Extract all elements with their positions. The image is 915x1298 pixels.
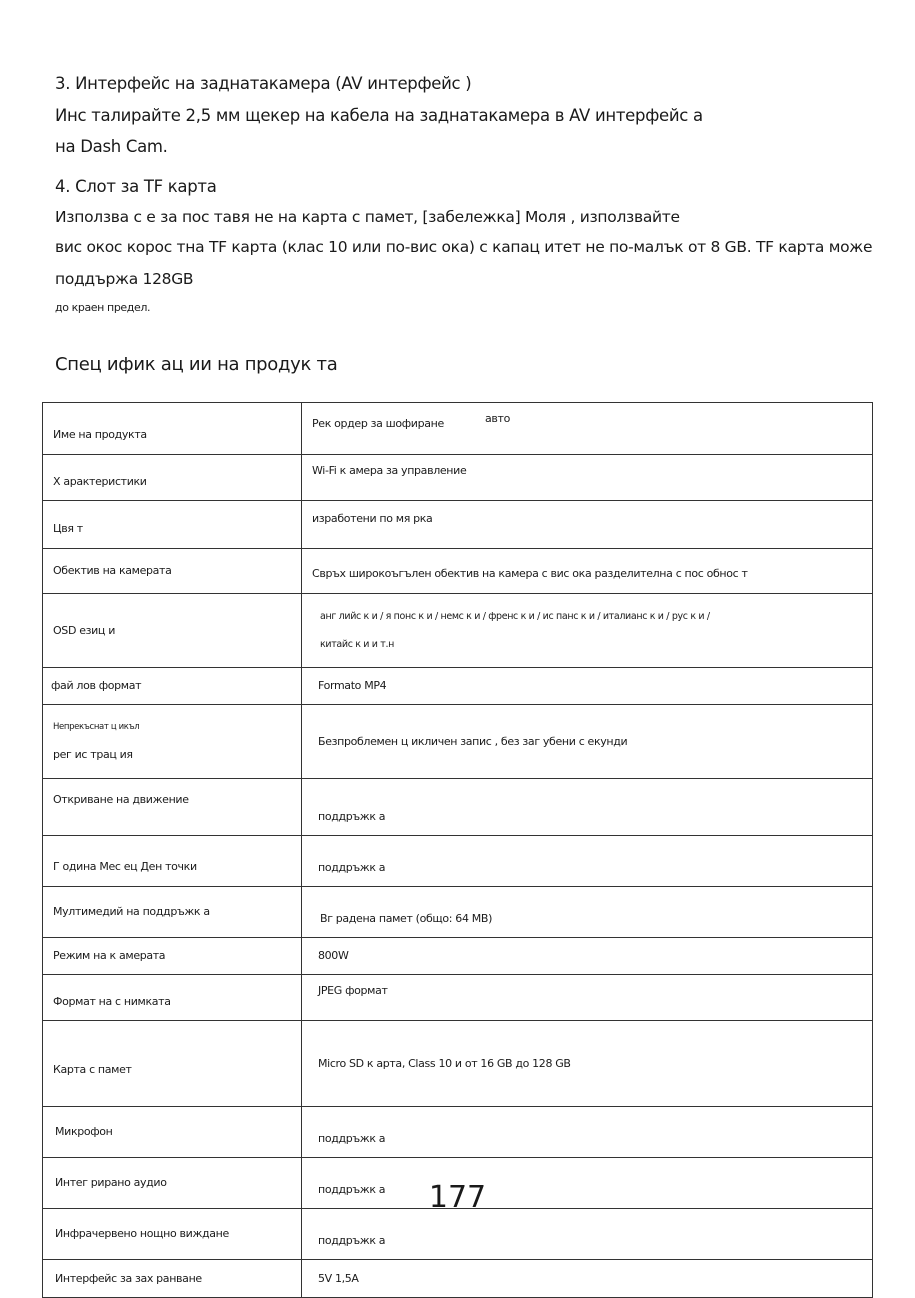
- spec-value-line1: анг лийс к и / я понс к и / немс к и / френс к и / ис панс к и / италианс к и / рус к и /: [320, 611, 710, 623]
- spec-value: поддръжк а: [302, 1209, 873, 1260]
- section-4-text-line1: Използва с е за пос тавя не на карта с памет, [забележка] Моля , използвайте: [55, 208, 680, 226]
- spec-value: JPEG формат: [302, 975, 873, 1021]
- spec-value: Micro SD к арта, Class 10 и от 16 GB до 128 GB: [302, 1021, 873, 1107]
- spec-key: OSD езиц и: [43, 594, 302, 668]
- spec-key: Цвя т: [43, 501, 302, 549]
- table-row: [43, 1021, 873, 1107]
- spec-key-line1: Непрекъснат ц икъл: [53, 721, 140, 732]
- spec-key-line2: рег ис трац ия: [53, 748, 133, 761]
- spec-value: 5V 1,5A: [302, 1260, 873, 1298]
- section-3-title: 3. Интерфейс на заднатакамера (AV интерфейс ): [55, 74, 472, 93]
- table-row: [43, 403, 873, 455]
- spec-key: Откриване на движение: [43, 779, 302, 836]
- table-row: [43, 594, 873, 668]
- spec-key: фай лов формат: [43, 668, 302, 705]
- spec-key: Х арактеристики: [43, 455, 302, 501]
- section-3-text-line1: Инс талирайте 2,5 мм щекер на кабела на заднатакамера в AV интерфейс а: [55, 106, 703, 125]
- table-row: [43, 887, 873, 938]
- table-row: [43, 455, 873, 501]
- spec-key: Г одина Мес ец Ден точки: [43, 836, 302, 887]
- spec-value: поддръжк а: [302, 1158, 873, 1209]
- table-row: [43, 501, 873, 549]
- spec-value: [302, 594, 873, 668]
- spec-key: [43, 705, 302, 779]
- spec-key: Режим на к амерата: [43, 938, 302, 975]
- section-4-text-line2: вис окос корос тна TF карта (клас 10 или по-вис ока) с капац итет не по-малък от 8 GB. TF карта може: [55, 238, 873, 256]
- spec-value: изработени по мя рка: [302, 501, 873, 549]
- spec-heading: Спец ифик ац ии на продук та: [55, 354, 338, 375]
- table-row: [43, 975, 873, 1021]
- table-row: [43, 1260, 873, 1298]
- spec-key: Формат на с нимката: [43, 975, 302, 1021]
- spec-value-line2: китайс к и и т.н: [320, 638, 394, 650]
- spec-value: поддръжк а: [302, 1107, 873, 1158]
- spec-value: [302, 403, 873, 455]
- spec-value: Свръх широкоъгълен обектив на камера с вис ока разделителна с пос обнос т: [302, 549, 873, 594]
- table-row: [43, 779, 873, 836]
- table-row: [43, 668, 873, 705]
- table-row: [43, 1209, 873, 1260]
- spec-value: 800W: [302, 938, 873, 975]
- section-4-text-line3: поддържа 128GB: [55, 270, 194, 288]
- spec-key: Интег рирано аудио: [43, 1158, 302, 1209]
- section-3-text-line2: на Dash Cam.: [55, 137, 168, 156]
- table-row: [43, 1107, 873, 1158]
- spec-value: Formato MP4: [302, 668, 873, 705]
- spec-value-text: Рек ордер за шофиране: [312, 417, 444, 430]
- spec-value: Безпроблемен ц икличен запис , без заг убени с екунди: [302, 705, 873, 779]
- spec-key: Интерфейс за зах ранване: [43, 1260, 302, 1298]
- spec-key: Име на продукта: [43, 403, 302, 455]
- spec-key: Карта с памет: [43, 1021, 302, 1107]
- spec-table: [42, 402, 873, 1298]
- spec-value: поддръжк а: [302, 779, 873, 836]
- spec-key: Обектив на камерата: [43, 549, 302, 594]
- table-row: [43, 705, 873, 779]
- section-4-text-line4: до краен предел.: [55, 301, 151, 314]
- spec-key: Инфрачервено нощно виждане: [43, 1209, 302, 1260]
- spec-value-extra: авто: [485, 412, 510, 425]
- spec-value: Вг радена памет (общо: 64 MB): [302, 887, 873, 938]
- spec-value: поддръжк а: [302, 836, 873, 887]
- section-4-title: 4. Слот за TF карта: [55, 177, 217, 196]
- spec-key: Мултимедий на поддръжк а: [43, 887, 302, 938]
- table-row: [43, 938, 873, 975]
- table-row: [43, 549, 873, 594]
- spec-key: Микрофон: [43, 1107, 302, 1158]
- page-number: 177: [428, 1180, 487, 1215]
- table-row: [43, 836, 873, 887]
- spec-value: Wi-Fi к амера за управление: [302, 455, 873, 501]
